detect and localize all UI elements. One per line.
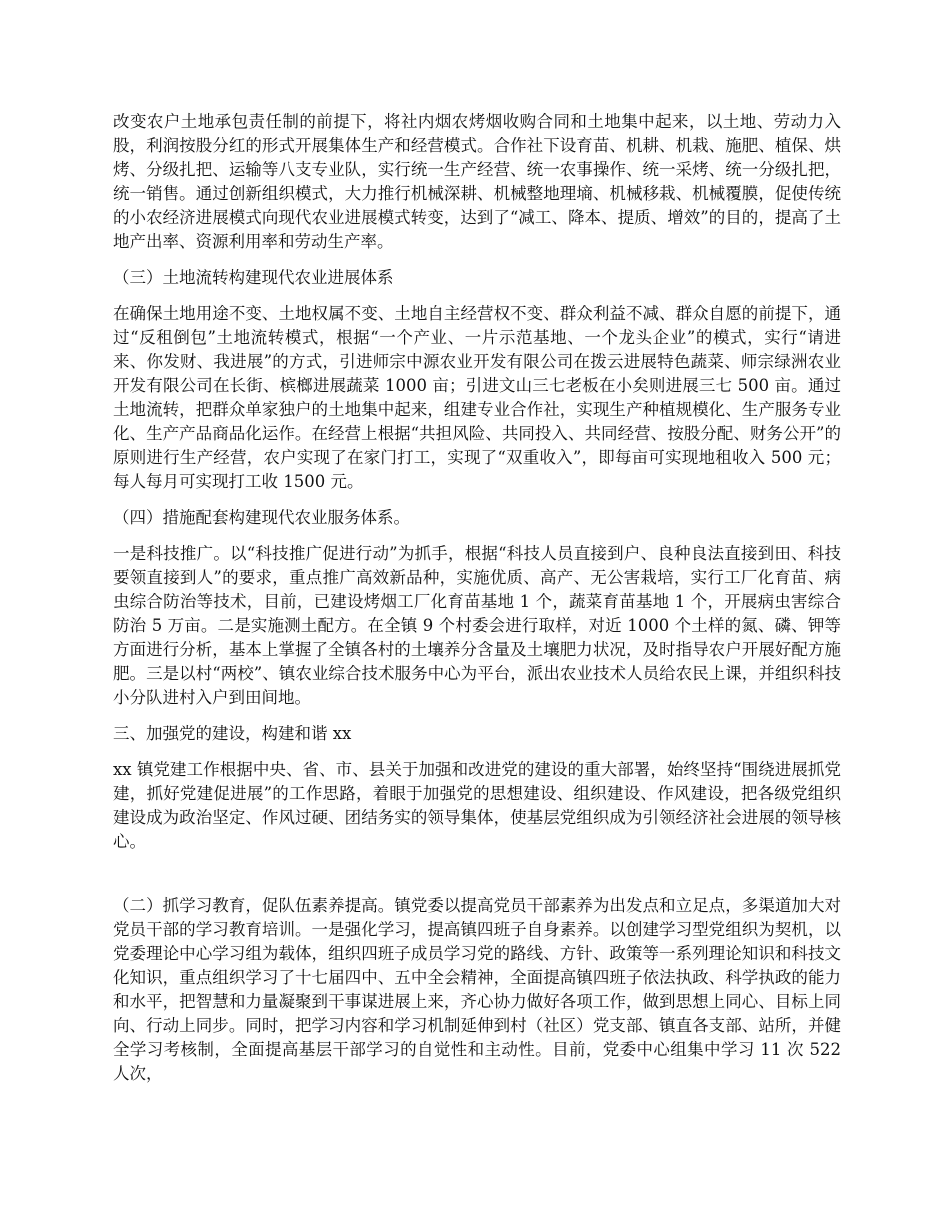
spacer: [113, 746, 841, 758]
section-heading-service-system: （四）措施配套构建现代农业服务体系。: [113, 508, 410, 527]
spacer: [113, 854, 841, 894]
spacer: [113, 254, 841, 266]
paragraph-party-building: xx 镇党建工作根据中央、省、市、县关于加强和改进党的建设的重大部署，始终坚持“围绕进展抓党建，抓好党建促进展”的工作思路，着眼于加强党的思想建设、组织建设、作风建设，把各级党组织建设成为政治坚定、作风过硬、团结务实的领导集体，使基层党组织成为引领经济社会进展的领导核心。: [113, 760, 841, 851]
paragraph-study-education: （二）抓学习教育，促队伍素养提高。镇党委以提高党员干部素养为出发点和立足点，多渠道加大对党员干部的学习教育培训。一是强化学习，提高镇四班子自身素养。以创建学习型党组织为契机，以党委理论中心学习组为载体，组织四班子成员学习党的路线、方针、政策等一系列理论知识和科技文化知识，重点组织学习了十七届四中、五中全会精神，全面提高镇四班子依法执政、科学执政的能力和水平，把智慧和力量凝聚到干事谋进展上来，齐心协力做好各项工作，做到思想上同心、目标上同向、行动上同步。同时，把学习内容和学习机制延伸到村（社区）党支部、镇直各支部、站所，并健全学习考核制，全面提高基层干部学习的自觉性和主动性。目前，党委中心组集中学习 11 次 522 人次，: [113, 896, 841, 1083]
paragraph-tech-promotion: 一是科技推广。以“科技推广促进行动”为抓手，根据“科技人员直接到户、良种良法直接到田、科技要领直接到人”的要求，重点推广高效新品种，实施优质、高产、无公害栽培，实行工厂化育苗、病虫综合防治等技术，目前，已建设烤烟工厂化育苗基地 1 个，蔬菜育苗基地 1 个，开展病虫害综合防治 5 万亩。二是实施测土配方。在全镇 9 个村委会进行取样，对近 1000 个土样的氮、磷、钾等方面进行分析，基本上掌握了全镇各村的土壤养分含量及土壤肥力状况，及时指导农户开展好配方施肥。三是以村“两校”、镇农业综合技术服务中心为平台，派出农业技术人员给农民上课，并组织科技小分队进村入户到田间地。: [113, 544, 841, 707]
section-heading-land-transfer: （三）土地流转构建现代农业进展体系: [113, 268, 394, 287]
spacer: [113, 710, 841, 722]
section-heading-party-building: 三、加强党的建设，构建和谐 xx: [113, 724, 352, 743]
paragraph-cooperative-model: 改变农户土地承包责任制的前提下，将社内烟农烤烟收购合同和土地集中起来，以土地、劳动力入股，利润按股分红的形式开展集体生产和经营模式。合作社下设育苗、机耕、机栽、施肥、植保、烘烤、分级扎把、运输等八支专业队，实行统一生产经营、统一农事操作、统一采烤、统一分级扎把，统一销售。通过创新组织模式，大力推行机械深耕、机械整地理墒、机械移栽、机械覆膜，促使传统的小农经济进展模式向现代农业进展模式转变，达到了“减工、降本、提质、增效”的目的，提高了土地产出率、资源利用率和劳动生产率。: [113, 112, 841, 251]
paragraph-land-transfer: 在确保土地用途不变、土地权属不变、土地自主经营权不变、群众利益不减、群众自愿的前提下，通过“反租倒包”土地流转模式，根据“一个产业、一片示范基地、一个龙头企业”的模式，实行“请进来、你发财、我进展”的方式，引进师宗中源农业开发有限公司在拨云进展特色蔬菜、师宗绿洲农业开发有限公司在长街、槟榔进展蔬菜 1000 亩；引进文山三七老板在小矣则进展三七 500 亩。通过土地流转，把群众单家独户的土地集中起来，组建专业合作社，实现生产种植规模化、生产服务专业化、生产产品商品化运作。在经营上根据“共担风险、共同投入、共同经营、按股分配、财务公开”的原则进行生产经营，农户实现了在家门打工，实现了“双重收入”，即每亩可实现地租收入 500 元；每人每月可实现打工收 1500 元。: [113, 304, 841, 491]
spacer: [113, 290, 841, 302]
spacer: [113, 530, 841, 542]
document-page: [113, 110, 841, 1086]
spacer: [113, 494, 841, 506]
